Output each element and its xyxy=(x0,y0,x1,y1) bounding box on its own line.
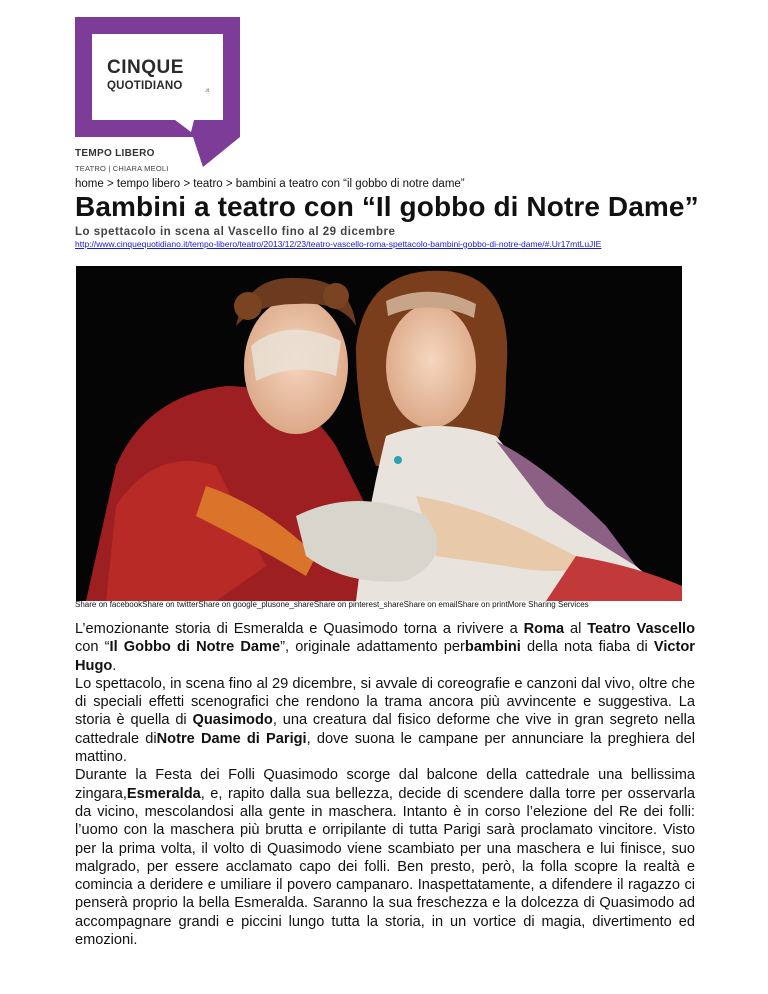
share-bar[interactable]: Share on facebookShare on twitterShare on google_plusone_shareShare on pinterest_shareShare on emailShare on printMore Sharing Services xyxy=(75,600,589,609)
article-text: , e, rapito dalla sua bellezza, decide di scendere dalla torre per osservarla da vicino, mescolandosi alla gente in maschera. Intanto è in corso l’elezione del Re dei folli: l’uomo con la maschera più brutta e orripilante di tutta Parigi sarà proclamato vincitore. Visto per la prima volta, il volto di Quasimodo viene scambiato per una maschera e lui finisce, suo malgrado, per essere acclamato capo dei folli. Ben presto, però, la folla scopre la realtà e comincia a deridere e umiliare il povero campanaro. Inaspettatamente, a difendere il ragazzo ci penserà proprio la bella Esmeralda. Saranno la sua freschezza e la dolcezza di Quasimodo ad accompagnare grandi e piccini lungo tutta la storia, in un vortice di magia, divertimento ed emozioni. xyxy=(75,785,695,949)
article-text: . xyxy=(112,657,117,674)
article-text: L’emozionante storia di Esmeralda e Quasimodo torna a rivivere a xyxy=(75,621,524,637)
article-text: , una creatura dal fisico deforme che vive in gran segreto nella cattedrale di xyxy=(75,712,695,747)
site-logo[interactable] xyxy=(75,17,240,169)
source-url-link[interactable]: http://www.cinquequotidiano.it/tempo-libero/teatro/2013/12/23/teatro-vascello-roma-spettacolo-bambini-gobbo-di-notre-dame/#.Ur17mtLuJIE xyxy=(75,239,602,249)
article-photo xyxy=(76,266,682,601)
article-bold-text: Roma xyxy=(523,621,565,637)
article-bold-text: Teatro Vascello xyxy=(587,621,695,637)
article-text: della nota fiaba di xyxy=(520,639,654,656)
article-bold-text: Esmeralda xyxy=(126,785,201,802)
article-body xyxy=(75,620,695,949)
article-bold-text: Notre Dame di Parigi xyxy=(156,730,307,747)
article-text: ”, originale adattamento per xyxy=(280,639,465,656)
article-bold-text: bambini xyxy=(464,639,521,656)
article-bold-text: Victor Hugo xyxy=(75,639,695,674)
section-label[interactable]: TEMPO LIBERO xyxy=(75,148,155,159)
byline: TEATRO | CHIARA MEOLI xyxy=(75,164,169,173)
article-text: , dove suona le campane per annunciare la preghiera del mattino. xyxy=(75,730,695,766)
logo-suffix: .it xyxy=(205,88,209,94)
page-title: Bambini a teatro con “Il gobbo di Notre Dame” xyxy=(75,191,699,222)
breadcrumb[interactable]: home > tempo libero > teatro > bambini a teatro con “il gobbo di notre dame” xyxy=(75,178,465,190)
logo-speech-bubble-icon xyxy=(75,17,240,169)
logo-line1: CINQUE xyxy=(107,57,184,78)
article-text: Lo spettacolo, in scena fino al 29 dicembre, si avvale di coreografie e canzoni dal vivo, oltre che di speciali effetti scenografici che rendono la trama ancora più avvincente e suggestiva. La storia è quella di xyxy=(75,675,695,729)
page-subtitle: Lo spettacolo in scena al Vascello fino al 29 dicembre xyxy=(75,226,396,238)
article-text: al xyxy=(564,621,588,637)
article-text: con “ xyxy=(75,639,110,656)
article-paragraph-1 xyxy=(75,620,695,675)
article-paragraph-3 xyxy=(75,766,695,949)
article-text: Durante la Festa dei Folli Quasimodo scorge dal balcone della cattedrale una bellissima zingara, xyxy=(75,767,695,802)
article-paragraph-2 xyxy=(75,675,695,766)
logo-line2: QUOTIDIANO xyxy=(107,80,183,92)
article-bold-text: Quasimodo xyxy=(192,712,273,729)
article-bold-text: Il Gobbo di Notre Dame xyxy=(109,639,281,656)
